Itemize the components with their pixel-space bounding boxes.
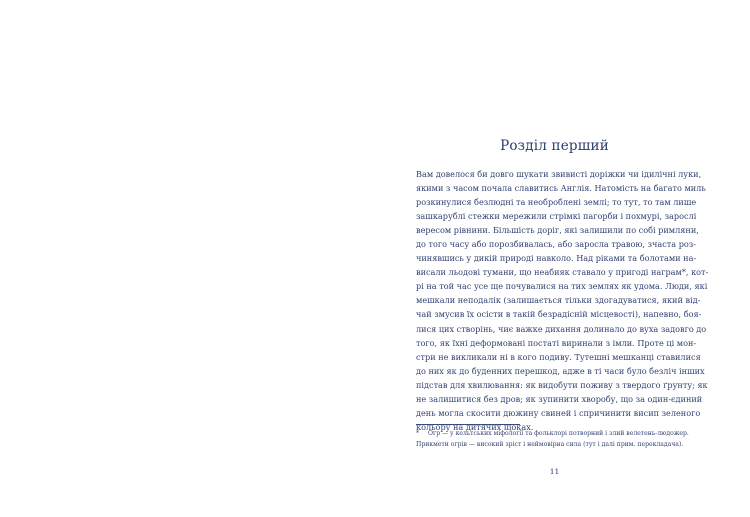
body-line: чинявшись у дикій природі навколо. Над ріками та болотами на- bbox=[416, 253, 697, 264]
footnote bbox=[416, 429, 693, 450]
body-line: того, як їхні деформовані постаті виринали з імли. Проте ці мон- bbox=[416, 337, 697, 348]
body-line: день могла скосити дюжину свиней і спричинити висип зеленого bbox=[416, 407, 701, 418]
footnote-marker: * bbox=[416, 430, 420, 437]
body-line: до того часу або порозбивалась, або заросла травою, зчаста роз- bbox=[416, 239, 696, 250]
body-line: зашкарублі стежки мережили стрімкі пагорби і похмурі, зарослі bbox=[416, 211, 697, 222]
body-line: мешкали неподалік (залишається тільки здогадуватися, який від- bbox=[416, 295, 701, 306]
body-line: не залишитися без дров; як зупинити хворобу, що за один-єдиний bbox=[416, 393, 703, 404]
body-line: кольору на дитячих щоках. bbox=[416, 421, 534, 432]
body-line: лися цих створінь, чиє важке дихання долинало до вуха задовго до bbox=[416, 323, 707, 334]
footnote-text-1: Огр — у кельтських міфології та фольклорі потворний і злий велетень-людожер. bbox=[428, 430, 689, 437]
footnote-line-1 bbox=[416, 429, 693, 440]
footnote-line-2: Прикмети огрів — високий зріст і неймовірна сила (тут і далі прим. перекладача). bbox=[416, 440, 684, 448]
body-line: стри не викликали ні в кого подиву. Тутешні мешканці ставилися bbox=[416, 351, 701, 362]
body-line: рі на той час усе ще почувалися на тих землях як удома. Люди, які bbox=[416, 281, 708, 292]
body-line: якими з часом почала славитись Англія. Натомість на багато миль bbox=[416, 183, 706, 194]
footnote-separator bbox=[416, 424, 520, 425]
page-number: 11 bbox=[549, 467, 560, 476]
chapter-body-text bbox=[416, 167, 709, 434]
body-line: вересом рівнини. Більшість доріг, які залишили по собі римляни, bbox=[416, 225, 699, 236]
body-line: підстав для хвилювання: як видобути поживу з твердого ґрунту; як bbox=[416, 379, 708, 390]
body-line: до них як до буденних перешкод, адже в ті часи було безліч інших bbox=[416, 365, 705, 376]
body-line: чай змусив їх осісти в такій безрадісній місцевості), напевно, боя- bbox=[416, 309, 702, 320]
body-line: Вам довелося би довго шукати звивисті доріжки чи ідилічні луки, bbox=[416, 169, 702, 179]
body-line: висали льодові тумани, що неабияк ставало у пригоді награм*, кот- bbox=[416, 267, 709, 278]
body-line: розкинулися безлюдні та необроблені землі; то тут, то там лише bbox=[416, 197, 697, 208]
chapter-title: Розділ перший bbox=[500, 138, 609, 154]
